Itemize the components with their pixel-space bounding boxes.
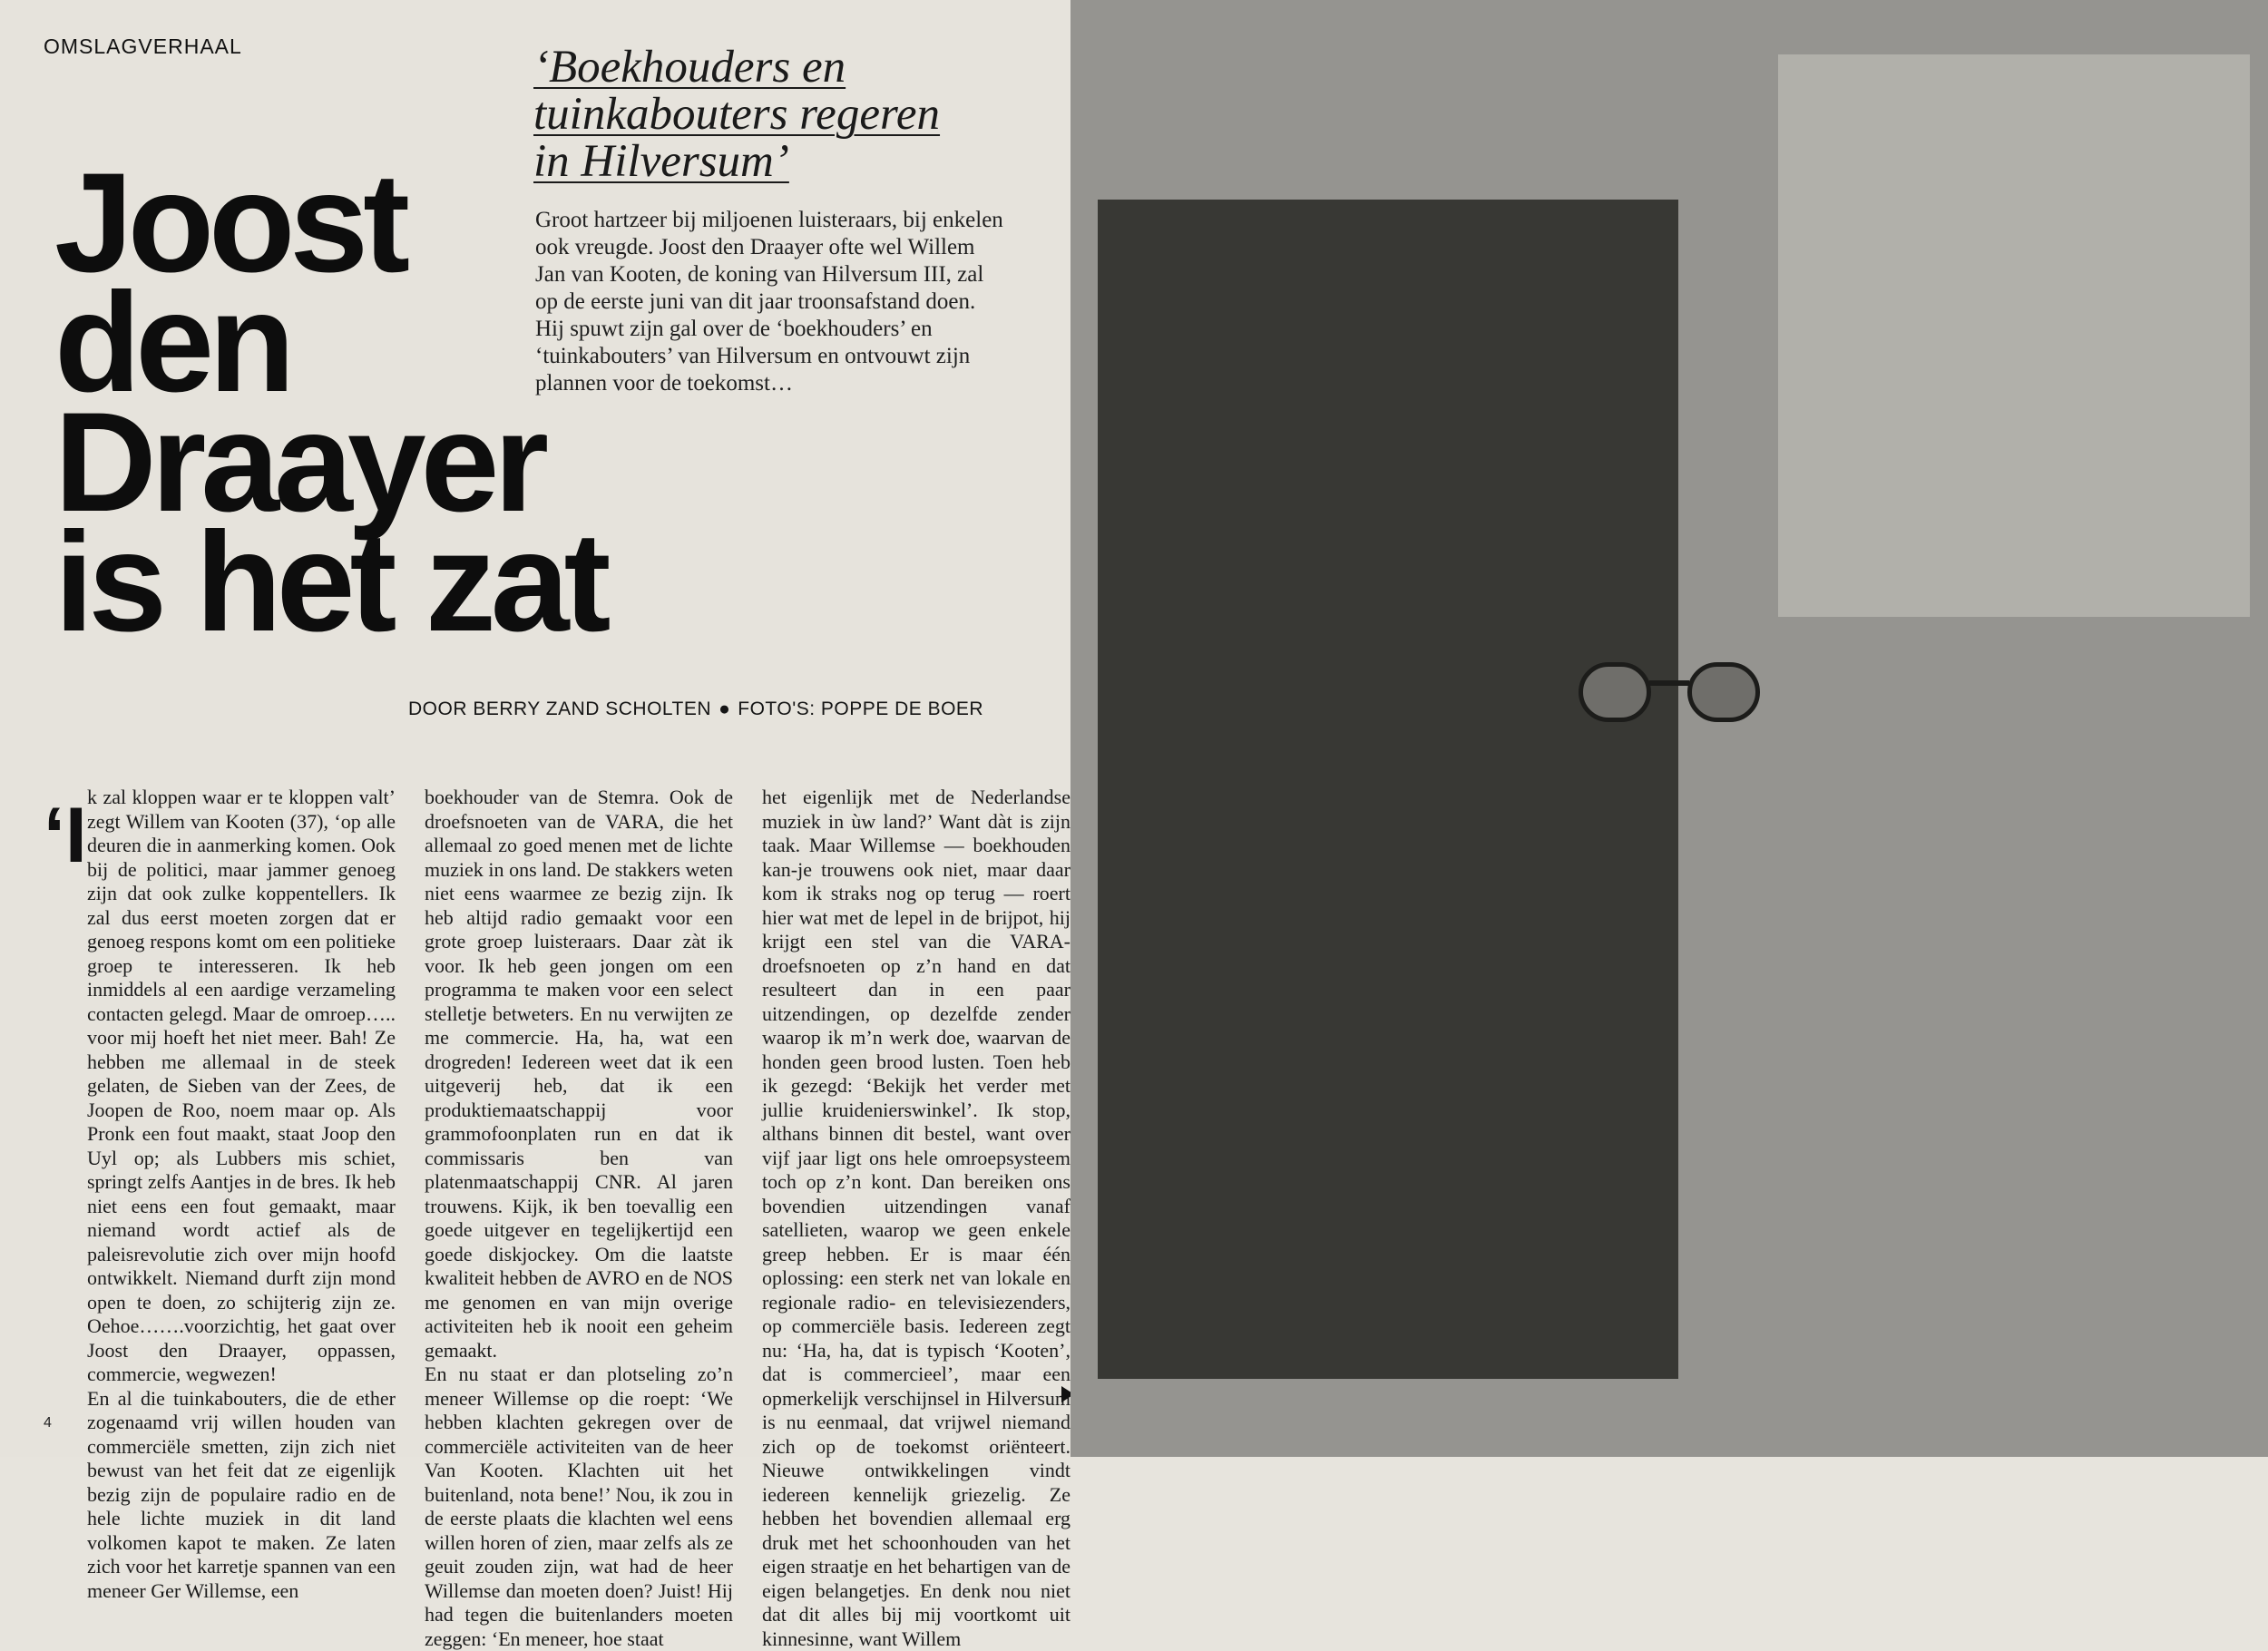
- quote-title-line: tuinkabouters regeren: [533, 89, 941, 140]
- article-column-3: [762, 786, 1070, 1650]
- byline-bullet: ●: [719, 698, 731, 719]
- article-paragraph: het eigenlijk met de Nederlandse muziek in ùw land?’ Want dàt is zijn taak. Maar Willemse — boekhouden kan-je trouwens ook niet, maar daar kom ik straks nog op terug — roert hier wat met de lepel in de brijpot, hij krijgt een stel van die VARA-droefsnoeten op z’n hand en dat resulteert dan in een paar uitzendingen, op dezelfde zender waarop ik m’n werk doe, waarvan de honden geen brood lusten. Toen heb ik gezegd: ‘Bekijk het verder met jullie kruidenierswinkel’. Ik stop, althans binnen dit bestel, want over vijf jaar ligt ons hele omroepsysteem toch op z’n kont. Dan bereiken ons bovendien uitzendingen vanaf satellieten, waarop we geen enkele greep hebben. Er is maar één oplossing: een sterk net van lokale en regionale radio- en televisiezenders, op commerciële basis. Iedereen zegt nu: ‘Ha, ha, dat is typisch ‘Kooten’, dat is commercieel’, maar een opmerkelijk verschijnsel in Hilversum is nu eenmaal, dat vrijwel niemand zich op de toekomst oriënteert. Nieuwe ontwikkelingen vindt iedereen kennelijk griezelig. Ze hebben het bovendien allemaal erg druk met het schoonhouden van het eigen straatje en het behartigen van de eigen belangetjes. En denk nou niet dat dit alles bij mij voortkomt uit kinnesinne, want Willem: [762, 786, 1070, 1650]
- headline-line: is het zat: [54, 503, 606, 661]
- article-column-2: [425, 786, 733, 1650]
- article-body: [87, 786, 1081, 1650]
- headline-line: Joost: [54, 144, 406, 302]
- headline-line: Draayer: [54, 384, 544, 542]
- byline: [408, 698, 983, 720]
- quote-title-line: ‘Boekhouders en: [533, 42, 846, 93]
- headline-line: den: [54, 264, 290, 422]
- article-paragraph: boekhouder van de Stemra. Ook de droefsnoeten van de VARA, die het allemaal zo goed menen met de lichte muziek in ons land. De stakkers weten niet eens waarmee ze bezig zijn. Ik heb altijd radio gemaakt voor een grote groep luisteraars. Daar zàt ik voor. Ik heb geen jongen om een programma te maken voor een select stelletje betweters. En nu verwijten ze me commercie. Ha, ha, wat een drogreden! Iedereen weet dat ik een uitgeverij heb, dat ik een produktiemaatschappij voor grammofoonplaten run en dat ik commissaris ben van platenmaatschappij CNR. Al jaren trouwens. Kijk, ik ben toevallig een goede uitgever en tegelijkertijd een goede diskjockey. Om die laatste kwaliteit hebben de AVRO en de NOS me genomen en van mijn overige activiteiten heb ik nooit een geheim gemaakt.: [425, 786, 733, 1362]
- section-label: OMSLAGVERHAAL: [44, 34, 242, 58]
- article-column-1: [87, 786, 396, 1602]
- glasses-bridge: [1649, 680, 1689, 686]
- drop-cap: ‘I: [44, 792, 87, 879]
- photo-shadow: [1098, 200, 1678, 1379]
- left-page: [0, 0, 1114, 1650]
- glasses-icon: [1579, 653, 1760, 726]
- quote-title-line: in Hilversum’: [533, 136, 789, 187]
- byline-author: DOOR BERRY ZAND SCHOLTEN: [408, 698, 712, 719]
- portrait-photo: [1070, 0, 2268, 1457]
- article-paragraph: En nu staat er dan plotseling zo’n meneer Willemse op die roept: ‘We hebben klachten gekregen over de commerciële activiteiten van de heer Van Kooten. Klachten uit het buitenland, nota bene!’ Nou, ik zou in de eerste plaats die klachten wel eens willen horen of zien, maar zelfs als ze geuit zouden zijn, wat had de heer Willemse dan moeten doen? Juist! Hij had tegen die buitenlanders moeten zeggen: ‘En meneer, hoe staat: [425, 1363, 733, 1650]
- glasses-lens-right: [1687, 662, 1760, 722]
- intro-paragraph: Hij spuwt zijn gal over de ‘boekhouders’ en ‘tuinkabouters’ van Hilversum en ontvouwt zijn plannen voor de toekomst…: [535, 317, 971, 396]
- article-paragraph: En al die tuinkabouters, die de ether zogenaamd vrij willen houden van commerciële smetten, zijn zich niet bewust van het feit dat ze eigenlijk bezig zijn de populaire radio en de hele lichte muziek in dit land volkomen kapot te maken. Ze laten zich voor het karretje spannen van een meneer Ger Willemse, een: [87, 1386, 396, 1602]
- article-paragraph: k zal kloppen waar er te kloppen valt’ zegt Willem van Kooten (37), ‘op alle deuren die in aanmerking komen. Ook bij de politici, maar jammer genoeg zijn dat ook zulke koppentellers. Ik zal dus eerst moeten zorgen dat er genoeg respons komt om een politieke groep te interesseren. Ik heb inmiddels al een aardige verzameling contacten gelegd. Maar de omroep….. voor mij hoeft het niet meer. Bah! Ze hebben me allemaal in de steek gelaten, de Sieben van der Zees, de Joopen de Roo, noem maar op. Als Pronk een fout maakt, staat Joop den Uyl op; als Lubbers mis schiet, springt zelfs Aantjes in de bres. Ik heb niet eens een fout gemaakt, maar niemand wordt actief als de paleisrevolutie zich over mijn hoofd ontwikkelt. Niemand durft zijn mond open te doen, zo schijterig zijn ze. Oehoe…….voorzichtig, het gaat over Joost den Draayer, oppassen, commercie, wegwezen!: [87, 786, 396, 1385]
- photo-highlight: [1778, 54, 2250, 617]
- intro-paragraph: Groot hartzeer bij miljoenen luisteraars, bij enkelen ook vreugde. Joost den Draayer ofte wel Willem Jan van Kooten, de koning van Hilversum III, zal op de eerste juni van dit jaar troonsafstand doen.: [535, 208, 1003, 314]
- page-number: 4: [44, 1415, 52, 1431]
- byline-photos: FOTO'S: POPPE DE BOER: [738, 698, 984, 719]
- intro-text: [535, 207, 1007, 397]
- glasses-lens-left: [1579, 662, 1651, 722]
